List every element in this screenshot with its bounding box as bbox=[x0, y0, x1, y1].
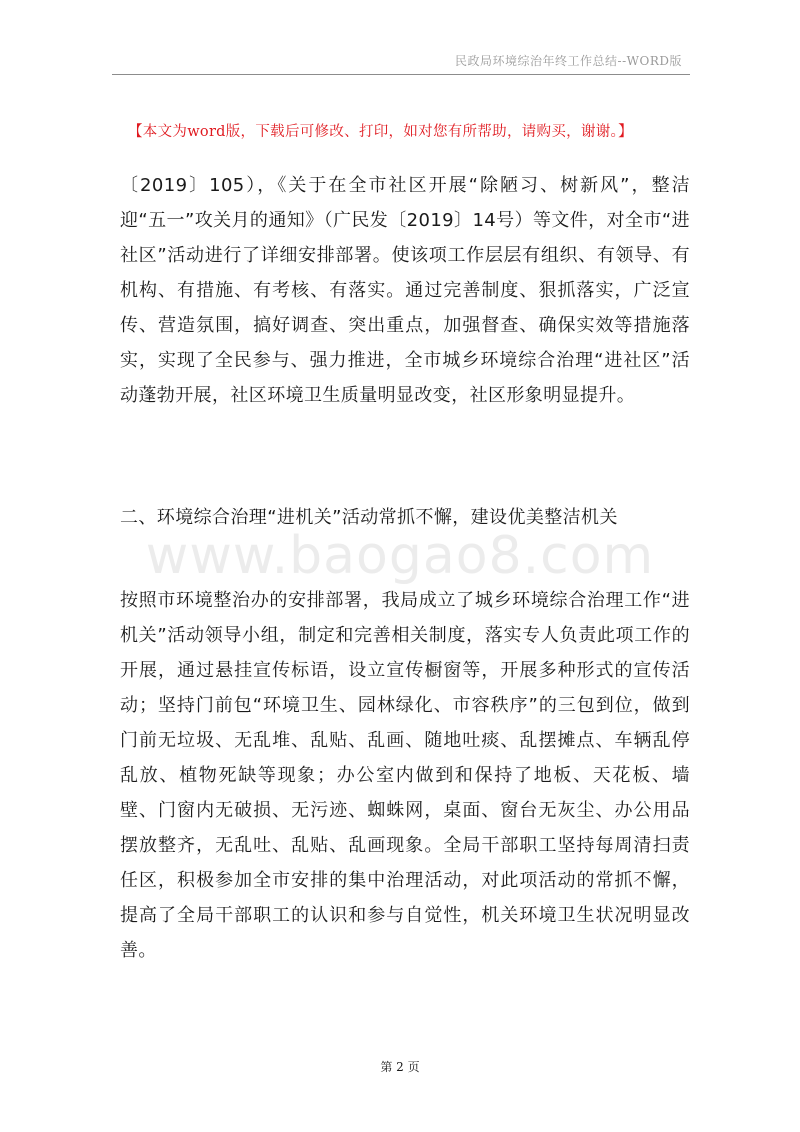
body-paragraph-1: 〔2019〕105），《关于在全市社区开展“除陋习、树新风”，整洁迎“五一”攻关月的通知》（广民发〔2019〕14号）等文件，对全市“进社区”活动进行了详细安排部署。使该项工作层层有组织、有领导、有机构、有措施、有考核、有落实。通过完善制度、狠抓落实，广泛宣传、营造氛围，搞好调查、突出重点，加强督查、确保实效等措施落实，实现了全民参与、强力推进，全市城乡环境综合治理“进社区”活动蓬勃开展，社区环境卫生质量明显改变，社区形象明显提升。 bbox=[120, 175, 690, 406]
page-number: 第 2 页 bbox=[380, 1060, 420, 1074]
watermark: www.baogao8.com bbox=[145, 526, 655, 586]
body-paragraph-2: 按照市环境整治办的安排部署，我局成立了城乡环境综合治理工作“进机关”活动领导小组，制定和完善相关制度，落实专人负责此项工作的开展，通过悬挂宣传标语，设立宣传橱窗等，开展多种形式的宣传活动；坚持门前包“环境卫生、园林绿化、市容秩序”的三包到位，做到门前无垃圾、无乱堆、乱贴、乱画、随地吐痰、乱摆摊点、车辆乱停乱放、植物死缺等现象；办公室内做到和保持了地板、天花板、墙壁、门窗内无破损、无污迹、蜘蛛网，桌面、窗台无灰尘、办公用品摆放整齐，无乱吐、乱贴、乱画现象。全局干部职工坚持每周清扫责任区，积极参加全市安排的集中治理活动，对此项活动的常抓不懈，提高了全局干部职工的认识和参与自觉性，机关环境卫生状况明显改善。 bbox=[120, 590, 690, 961]
purchase-notice: 【本文为word版，下载后可修改、打印，如对您有所帮助，请购买，谢谢。】 bbox=[128, 124, 633, 140]
running-header: 民政局环境综治年终工作总结--WORD版 bbox=[455, 54, 682, 68]
header-divider bbox=[112, 74, 690, 75]
section-heading-2: 二、环境综合治理“进机关”活动常抓不懈，建设优美整洁机关 bbox=[120, 507, 618, 528]
